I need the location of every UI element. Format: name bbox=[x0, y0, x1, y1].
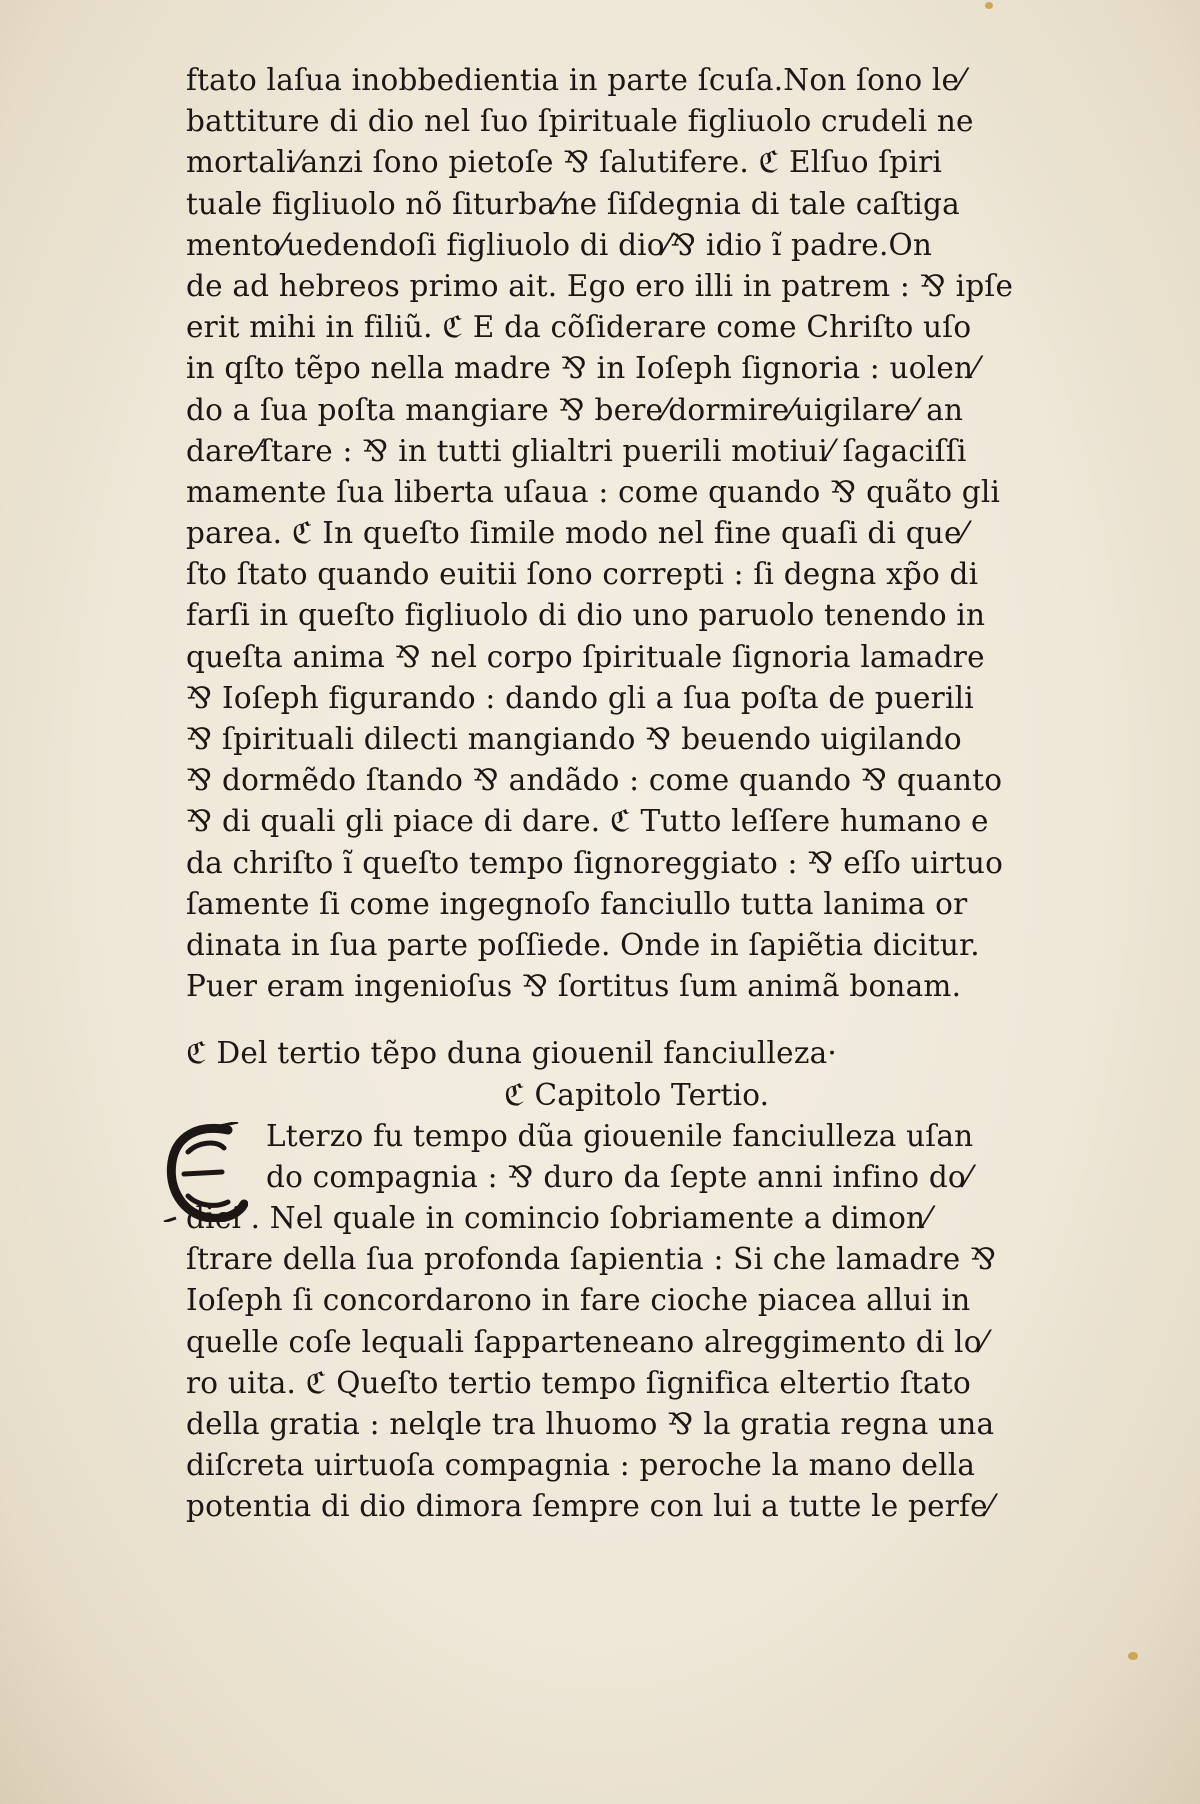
stain-spot bbox=[1128, 1652, 1138, 1660]
text-line: ftato laſua inobbedientia in parte ſcuſa.Non ſono le⁄ bbox=[186, 63, 965, 97]
chapter-paragraph bbox=[186, 1116, 1066, 1528]
text-line: battiture di dio nel ſuo ſpirituale figliuolo crudeli ne bbox=[186, 104, 974, 139]
text-line: ro uita. ℭ Queſto tertio tempo ſignifica eltertio ſtato bbox=[186, 1365, 971, 1400]
text-line: della gratia : nelqle tra lhuomo ⅋ la gratia regna una bbox=[186, 1407, 995, 1441]
text-line: mento⁄uedendoſi figliuolo di dio⁄⅋ idio ĩ padre.On bbox=[186, 227, 933, 262]
text-line: Puer eram ingenioſus ⅋ ſortitus ſum animã bonam. bbox=[186, 969, 962, 1004]
text-line: da chriſto ĩ queſto tempo ſignoreggiato : ⅋ eſſo uirtuo bbox=[186, 845, 1004, 880]
text-line: erit mihi in filiũ. ℭ E da cõſiderare come Chriſto uſo bbox=[186, 310, 972, 345]
text-line: Ioſeph ſi concordarono in fare cioche piacea allui in bbox=[186, 1283, 971, 1318]
text-line: diſcreta uirtuoſa compagnia : peroche la mano della bbox=[186, 1448, 976, 1483]
text-line: potentia di dio dimora ſempre con lui a tutte le perfe⁄ bbox=[186, 1489, 993, 1524]
text-line: in qſto tẽpo nella madre ⅋ in Ioſeph ſignoria : uolen⁄ bbox=[186, 351, 979, 386]
text-line: Lterzo fu tempo dũa giouenile fanciulleza uſan bbox=[266, 1118, 974, 1153]
text-line: ſtrare della ſua profonda ſapientia : Si che lamadre ⅋ bbox=[186, 1242, 997, 1277]
text-line: ⅋ ſpirituali dilecti mangiando ⅋ beuendo uigilando bbox=[186, 722, 962, 756]
text-line: farſi in queſto figliuolo di dio uno paruolo tenendo in bbox=[186, 598, 986, 633]
text-line: ſto ſtato quando euitii ſono correpti : ſi degna xp̃o di bbox=[186, 557, 979, 592]
text-block bbox=[186, 60, 1066, 1528]
text-line: ⅋ dormẽdo ſtando ⅋ andãdo : come quando ⅋ quanto bbox=[186, 763, 1003, 798]
text-line: do a ſua poſta mangiare ⅋ bere⁄dormire⁄uigilare⁄ an bbox=[186, 392, 964, 427]
text-line: do compagnia : ⅋ duro da ſepte anni infino do⁄ bbox=[266, 1159, 971, 1194]
text-line: parea. ℭ In queſto ſimile modo nel fine quaſi di que⁄ bbox=[186, 516, 967, 551]
stain-spot bbox=[985, 2, 993, 9]
text-line: ⅋ Ioſeph figurando : dando gli a ſua poſta de puerili bbox=[186, 680, 974, 715]
text-line: mortali⁄anzi ſono pietoſe ⅋ ſalutifere. ℭ Elſuo ſpiri bbox=[186, 145, 943, 180]
text-line: quelle coſe lequali ſapparteneano alreggimento di lo⁄ bbox=[186, 1324, 987, 1359]
chapter-heading: ℭ Del tertio tẽpo duna giouenil fanciulleza· bbox=[186, 1036, 837, 1071]
text-line: dici . Nel quale in comincio ſobriamente a dimon⁄ bbox=[186, 1201, 931, 1236]
text-line: tuale figliuolo nõ ſiturba⁄ne ſiſdegnia di tale caſtiga bbox=[186, 186, 960, 221]
text-line: de ad hebreos primo ait. Ego ero illi in patrem : ⅋ ipſe bbox=[186, 268, 1014, 303]
text-line: ⅋ di quali gli piace di dare. ℭ Tutto leſſere humano e bbox=[186, 804, 989, 839]
decorated-initial-icon bbox=[158, 1122, 248, 1222]
text-line: mamente ſua liberta uſaua : come quando ⅋ quãto gli bbox=[186, 474, 1001, 509]
text-line: dinata in ſua parte poſſiede. Onde in ſapiẽtia dicitur. bbox=[186, 927, 980, 962]
paragraph-top bbox=[186, 60, 1066, 1007]
text-line: dare⁄ſtare : ⅋ in tutti glialtri puerili motiui⁄ ſagaciſſi bbox=[186, 433, 967, 468]
text-line: ſamente ſi come ingegnoſo fanciullo tutta lanima or bbox=[186, 886, 968, 921]
chapter-label: ℭ Capitolo Tertio. bbox=[504, 1077, 770, 1112]
text-line: queſta anima ⅋ nel corpo ſpirituale ſignoria lamadre bbox=[186, 639, 985, 674]
